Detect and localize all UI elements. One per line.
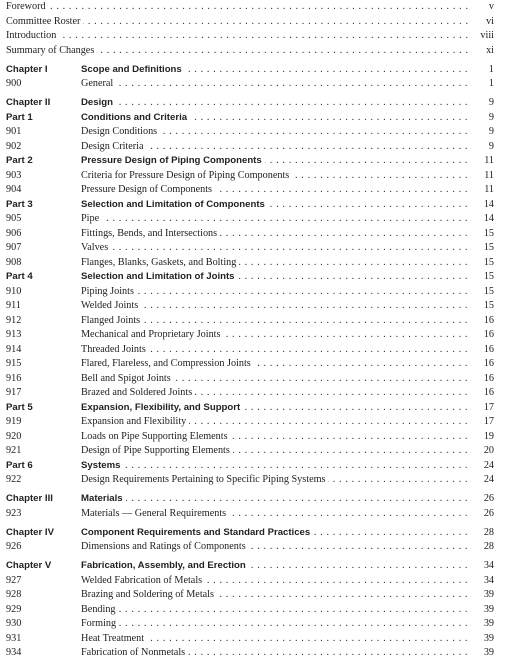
toc-row[interactable]	[6, 588, 500, 603]
entry-title-leader	[81, 299, 468, 314]
entry-title[interactable]: Flanged Joints	[81, 315, 143, 326]
entry-title[interactable]: Introduction	[6, 30, 59, 41]
section-number: 912	[6, 314, 22, 326]
entry-title-leader	[81, 227, 468, 242]
toc-row[interactable]	[6, 299, 500, 314]
entry-title[interactable]: Foreword	[6, 1, 49, 12]
toc-row[interactable]	[6, 492, 500, 507]
section-number: 928	[6, 589, 22, 600]
toc-row[interactable]	[6, 559, 500, 574]
page-number: 11	[484, 169, 494, 181]
page-number: 39	[483, 603, 494, 615]
page-number: 16	[483, 343, 494, 355]
entry-title[interactable]: Brazed and Soldered Joints	[81, 387, 195, 398]
section-number: 910	[6, 285, 22, 297]
page-number: 20	[483, 445, 494, 456]
page-number: 16	[483, 372, 494, 384]
page-number: 26	[483, 493, 494, 504]
page-number: 9	[488, 111, 494, 123]
entry-title-leader	[81, 241, 468, 256]
page-number: 17	[483, 416, 494, 427]
entry-title[interactable]: Loads on Pipe Supporting Elements	[81, 431, 231, 442]
section-number: 922	[6, 474, 22, 485]
page-number: 9	[488, 126, 494, 137]
entry-title[interactable]: Valves	[81, 242, 111, 253]
part-number: Part 5	[6, 401, 33, 413]
page-number: 19	[483, 430, 494, 442]
section-number: 904	[6, 184, 22, 195]
toc-row[interactable]	[6, 0, 500, 15]
section-number: 917	[6, 387, 22, 398]
section-number: 907	[6, 242, 22, 253]
entry-title[interactable]: Design Conditions	[81, 126, 160, 137]
entry-title[interactable]: Fittings, Bends, and Intersections	[81, 228, 220, 239]
entry-title-leader	[81, 401, 468, 416]
entry-title-leader	[81, 77, 468, 92]
toc-row[interactable]	[6, 125, 500, 140]
toc-row[interactable]	[6, 603, 500, 618]
entry-title-leader	[81, 574, 468, 589]
toc-row[interactable]	[6, 15, 500, 30]
entry-title[interactable]: Materials — General Requirements	[81, 508, 229, 519]
entry-title[interactable]: Forming	[81, 618, 119, 629]
entry-title-leader	[81, 169, 468, 184]
entry-title-leader	[81, 198, 468, 213]
entry-title[interactable]: Scope and Definitions	[81, 64, 185, 75]
section-number: 916	[6, 372, 22, 384]
section-number: 923	[6, 507, 22, 519]
part-number: Part 2	[6, 155, 33, 166]
entry-title-leader	[81, 372, 468, 387]
section-number: 903	[6, 169, 22, 181]
toc-row[interactable]	[6, 357, 500, 372]
table-of-contents	[6, 0, 500, 661]
page-number: 39	[483, 632, 494, 644]
entry-title[interactable]: Systems	[81, 460, 123, 471]
toc-row[interactable]	[6, 459, 500, 474]
entry-title-leader	[81, 285, 468, 300]
entry-title[interactable]: Criteria for Pressure Design of Piping Components	[81, 170, 292, 181]
chapter-number: Chapter I	[6, 63, 48, 75]
section-number: 919	[6, 416, 22, 427]
entry-title[interactable]: Flanges, Blanks, Gaskets, and Bolting	[81, 257, 239, 268]
entry-title-leader	[81, 256, 468, 271]
section-number: 913	[6, 329, 22, 340]
section-number: 906	[6, 227, 22, 239]
entry-title[interactable]: General	[81, 78, 116, 89]
page-number: 14	[483, 198, 494, 210]
entry-title-leader	[81, 632, 468, 647]
entry-title-leader	[81, 588, 468, 603]
page-number: 11	[484, 155, 494, 166]
page-number: 1	[488, 63, 494, 75]
entry-title[interactable]: Summary of Changes	[6, 45, 97, 56]
entry-title-leader	[81, 459, 468, 474]
entry-title[interactable]: Conditions and Criteria	[81, 112, 190, 123]
entry-title-leader	[81, 183, 468, 198]
entry-title-leader	[81, 444, 468, 459]
toc-row[interactable]	[6, 44, 500, 59]
entry-title-leader	[81, 492, 468, 507]
page-number: 34	[483, 574, 494, 586]
entry-title[interactable]: Expansion, Flexibility, and Support	[81, 402, 243, 413]
entry-title[interactable]: Fabrication, Assembly, and Erection	[81, 560, 249, 571]
entry-title-leader	[81, 140, 468, 155]
entry-title-leader	[81, 507, 468, 522]
entry-title[interactable]: Mechanical and Proprietary Joints	[81, 329, 223, 340]
entry-title[interactable]: Pressure Design of Components	[81, 184, 215, 195]
page-number: 39	[483, 618, 494, 629]
entry-title[interactable]: Threaded Joints	[81, 344, 149, 355]
entry-title-leader	[81, 96, 468, 111]
entry-title-leader	[6, 44, 468, 59]
entry-title[interactable]: Component Requirements and Standard Practices	[81, 527, 313, 538]
entry-title[interactable]: Dimensions and Ratings of Components	[81, 541, 249, 552]
toc-row[interactable]	[6, 328, 500, 343]
entry-title-leader	[81, 63, 468, 78]
entry-title-leader	[81, 270, 468, 285]
part-number: Part 1	[6, 111, 33, 123]
entry-title-leader	[81, 343, 468, 358]
entry-title-leader	[81, 617, 468, 632]
entry-title-leader	[81, 212, 468, 227]
entry-title-leader	[81, 357, 468, 372]
entry-title[interactable]: Bell and Spigot Joints	[81, 373, 174, 384]
entry-title-leader	[6, 0, 468, 15]
toc-row[interactable]	[6, 632, 500, 647]
toc-row[interactable]	[6, 183, 500, 198]
page-number: 16	[483, 329, 494, 340]
entry-title[interactable]: Pressure Design of Piping Components	[81, 155, 265, 166]
part-number: Part 4	[6, 271, 33, 282]
page-number: 9	[488, 140, 494, 152]
entry-title[interactable]: Piping Joints	[81, 286, 137, 297]
page-number: viii	[480, 30, 494, 41]
section-number: 900	[6, 78, 22, 89]
entry-title[interactable]: Flared, Flareless, and Compression Joints	[81, 358, 254, 369]
toc-row[interactable]	[6, 617, 500, 632]
toc-row[interactable]	[6, 386, 500, 401]
section-number: 927	[6, 574, 22, 586]
page-number: 15	[483, 227, 494, 239]
page-number: 28	[483, 526, 494, 538]
part-number: Part 6	[6, 459, 33, 471]
page-number: 15	[483, 256, 494, 268]
entry-title[interactable]: Bending	[81, 604, 119, 615]
page-number: 15	[483, 242, 494, 253]
entry-title[interactable]: Design Requirements Pertaining to Specific Piping Systems	[81, 474, 328, 485]
toc-row[interactable]	[6, 212, 500, 227]
chapter-number: Chapter II	[6, 97, 51, 108]
entry-title-leader	[81, 111, 468, 126]
chapter-number: Chapter III	[6, 493, 53, 504]
entry-title[interactable]: Design	[81, 97, 116, 108]
page-number: 34	[483, 560, 494, 571]
entry-title[interactable]: Expansion and Flexibility	[81, 416, 189, 427]
toc-row[interactable]	[6, 507, 500, 522]
toc-row[interactable]	[6, 430, 500, 445]
section-number: 934	[6, 647, 22, 658]
toc-row[interactable]	[6, 111, 500, 126]
section-number: 901	[6, 126, 22, 137]
page-number: 9	[488, 97, 494, 108]
page-number: 15	[483, 271, 494, 282]
toc-row[interactable]	[6, 646, 500, 661]
page-number: 1	[488, 78, 494, 89]
section-number: 920	[6, 430, 22, 442]
toc-row[interactable]	[6, 96, 500, 111]
toc-row[interactable]	[6, 444, 500, 459]
page-number: xi	[486, 44, 494, 56]
toc-row[interactable]	[6, 227, 500, 242]
entry-title-leader	[81, 328, 468, 343]
page-number: 11	[484, 184, 494, 195]
page-number: 16	[483, 387, 494, 398]
toc-row[interactable]	[6, 198, 500, 213]
section-number: 914	[6, 343, 22, 355]
part-number: Part 3	[6, 198, 33, 210]
entry-title[interactable]: Materials	[81, 493, 126, 504]
chapter-number: Chapter IV	[6, 526, 54, 538]
section-number: 930	[6, 618, 22, 629]
entry-title-leader	[81, 603, 468, 618]
toc-row[interactable]	[6, 343, 500, 358]
page-number: 39	[483, 589, 494, 600]
toc-row[interactable]	[6, 574, 500, 589]
toc-row[interactable]	[6, 372, 500, 387]
toc-row[interactable]	[6, 401, 500, 416]
section-number: 929	[6, 603, 22, 615]
entry-title-leader	[81, 526, 468, 541]
toc-row[interactable]	[6, 415, 500, 430]
section-number: 915	[6, 358, 22, 369]
entry-title[interactable]: Selection and Limitation of Joints	[81, 271, 238, 282]
entry-title-leader	[6, 29, 468, 44]
entry-title[interactable]: Brazing and Soldering of Metals	[81, 589, 217, 600]
toc-row[interactable]	[6, 285, 500, 300]
toc-row[interactable]	[6, 169, 500, 184]
entry-title[interactable]: Fabrication of Nonmetals	[81, 647, 188, 658]
entry-title-leader	[81, 415, 468, 430]
page-number: 39	[483, 647, 494, 658]
entry-title[interactable]: Welded Fabrication of Metals	[81, 575, 205, 586]
toc-row[interactable]	[6, 270, 500, 285]
page-number: 28	[483, 541, 494, 552]
entry-title-leader	[81, 430, 468, 445]
entry-title-leader	[6, 15, 468, 30]
page-number: 16	[483, 314, 494, 326]
toc-row[interactable]	[6, 29, 500, 44]
section-number: 905	[6, 213, 22, 224]
section-number: 926	[6, 541, 22, 552]
page-number: 17	[483, 401, 494, 413]
toc-row[interactable]	[6, 473, 500, 488]
page-number: 26	[483, 507, 494, 519]
page-number: 24	[483, 459, 494, 471]
page-number: 16	[483, 358, 494, 369]
section-number: 921	[6, 445, 22, 456]
chapter-number: Chapter V	[6, 560, 52, 571]
page-number: 24	[483, 474, 494, 485]
page-number: 14	[483, 213, 494, 224]
page-number: v	[488, 1, 494, 12]
entry-title-leader	[81, 473, 468, 488]
section-number: 902	[6, 140, 22, 152]
page-number: vi	[486, 15, 494, 27]
page-number: 15	[483, 285, 494, 297]
entry-title-leader	[81, 154, 468, 169]
section-number: 908	[6, 256, 22, 268]
entry-title[interactable]: Pipe	[81, 213, 102, 224]
entry-title[interactable]: Welded Joints	[81, 300, 141, 311]
toc-row[interactable]	[6, 63, 500, 78]
section-number: 931	[6, 632, 22, 644]
entry-title-leader	[81, 386, 468, 401]
entry-title[interactable]: Design Criteria	[81, 141, 147, 152]
entry-title-leader	[81, 559, 468, 574]
toc-row[interactable]	[6, 77, 500, 92]
toc-row[interactable]	[6, 140, 500, 155]
toc-row[interactable]	[6, 540, 500, 555]
toc-row[interactable]	[6, 256, 500, 271]
entry-title-leader	[81, 646, 468, 661]
toc-row[interactable]	[6, 314, 500, 329]
entry-title[interactable]: Selection and Limitation of Components	[81, 199, 268, 210]
toc-row[interactable]	[6, 526, 500, 541]
section-number: 911	[6, 300, 21, 311]
toc-row[interactable]	[6, 241, 500, 256]
entry-title[interactable]: Committee Roster	[6, 16, 83, 27]
toc-row[interactable]	[6, 154, 500, 169]
entry-title-leader	[81, 314, 468, 329]
entry-title-leader	[81, 540, 468, 555]
page-number: 15	[483, 300, 494, 311]
entry-title[interactable]: Heat Treatment	[81, 633, 147, 644]
entry-title-leader	[81, 125, 468, 140]
entry-title[interactable]: Design of Pipe Supporting Elements	[81, 445, 233, 456]
